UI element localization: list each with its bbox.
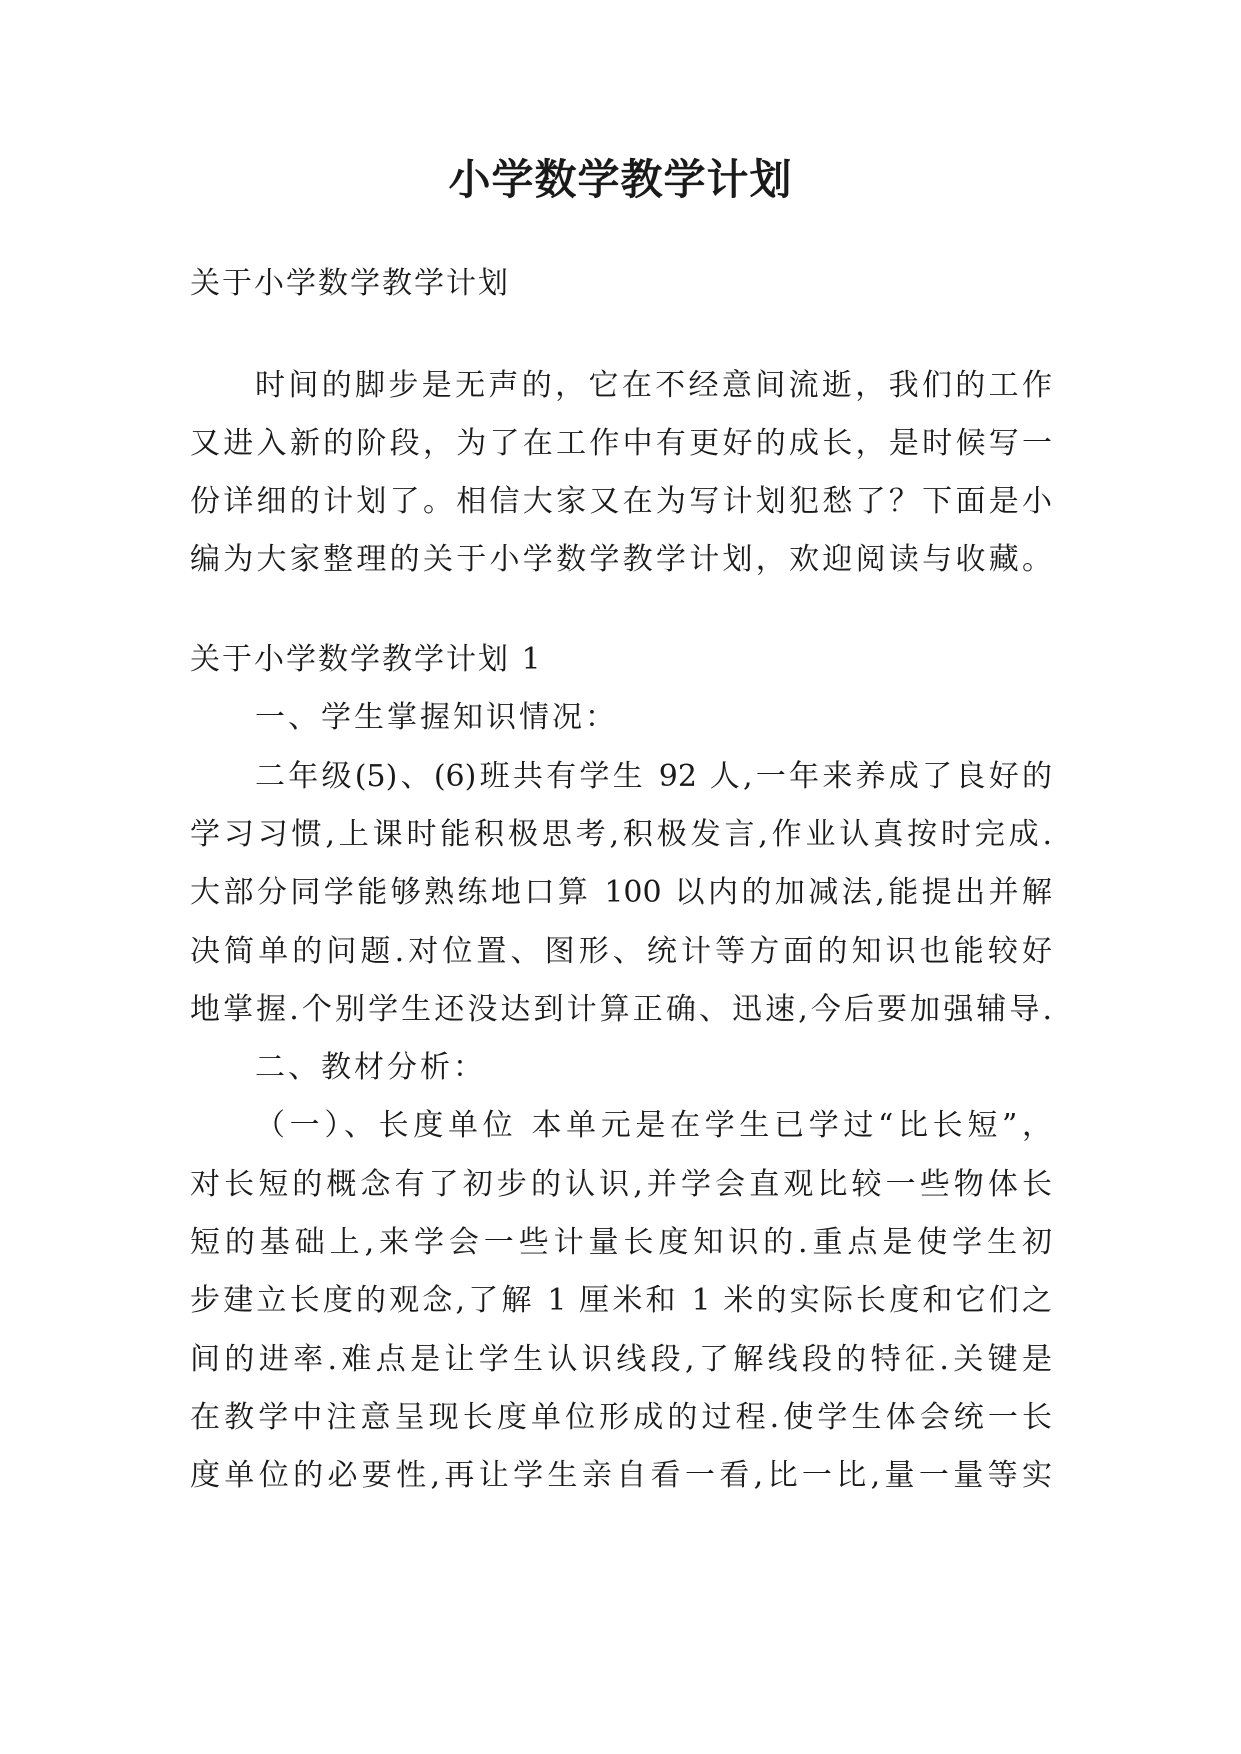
part2-heading: 二、教材分析：: [255, 1050, 486, 1085]
part2-line-5: 间的进率.难点是让学生认识线段,了解线段的特征.关键是: [190, 1342, 1052, 1377]
intro-line-2: 又进入新的阶段，为了在工作中有更好的成长，是时候写一: [190, 426, 1052, 461]
part1-line-5: 地掌握.个别学生还没达到计算正确、迅速,今后要加强辅导.: [190, 992, 1052, 1027]
intro-line-1: 时间的脚步是无声的，它在不经意间流逝，我们的工作: [255, 368, 1052, 403]
intro-line-3: 份详细的计划了。相信大家又在为写计划犯愁了？下面是小: [190, 484, 1052, 519]
document-subtitle: 关于小学数学教学计划: [190, 266, 510, 301]
part2-line-3: 短的基础上,来学会一些计量长度知识的.重点是使学生初: [190, 1225, 1052, 1260]
intro-line-4: 编为大家整理的关于小学数学教学计划，欢迎阅读与收藏。: [190, 542, 1052, 577]
part2-line-2: 对长短的概念有了初步的认识,并学会直观比较一些物体长: [190, 1167, 1052, 1202]
part2-line-4: 步建立长度的观念,了解 1 厘米和 1 米的实际长度和它们之: [190, 1283, 1052, 1318]
part1-line-2: 学习习惯,上课时能积极思考,积极发言,作业认真按时完成.: [190, 817, 1052, 852]
part2-line-1: （一）、长度单位 本单元是在学生已学过“比长短”，: [255, 1108, 1052, 1143]
section-title: 关于小学数学教学计划 1: [190, 642, 543, 677]
part2-line-7: 度单位的必要性,再让学生亲自看一看,比一比,量一量等实: [190, 1458, 1052, 1493]
part1-heading: 一、学生掌握知识情况：: [255, 700, 618, 735]
part1-line-4: 决简单的问题.对位置、图形、统计等方面的知识也能较好: [190, 934, 1052, 969]
part1-line-3: 大部分同学能够熟练地口算 100 以内的加减法,能提出并解: [190, 875, 1052, 910]
document-title: 小学数学教学计划: [448, 155, 793, 204]
part2-line-6: 在教学中注意呈现长度单位形成的过程.使学生体会统一长: [190, 1400, 1052, 1435]
part1-line-1: 二年级(5)、(6)班共有学生 92 人,一年来养成了良好的: [255, 759, 1052, 794]
